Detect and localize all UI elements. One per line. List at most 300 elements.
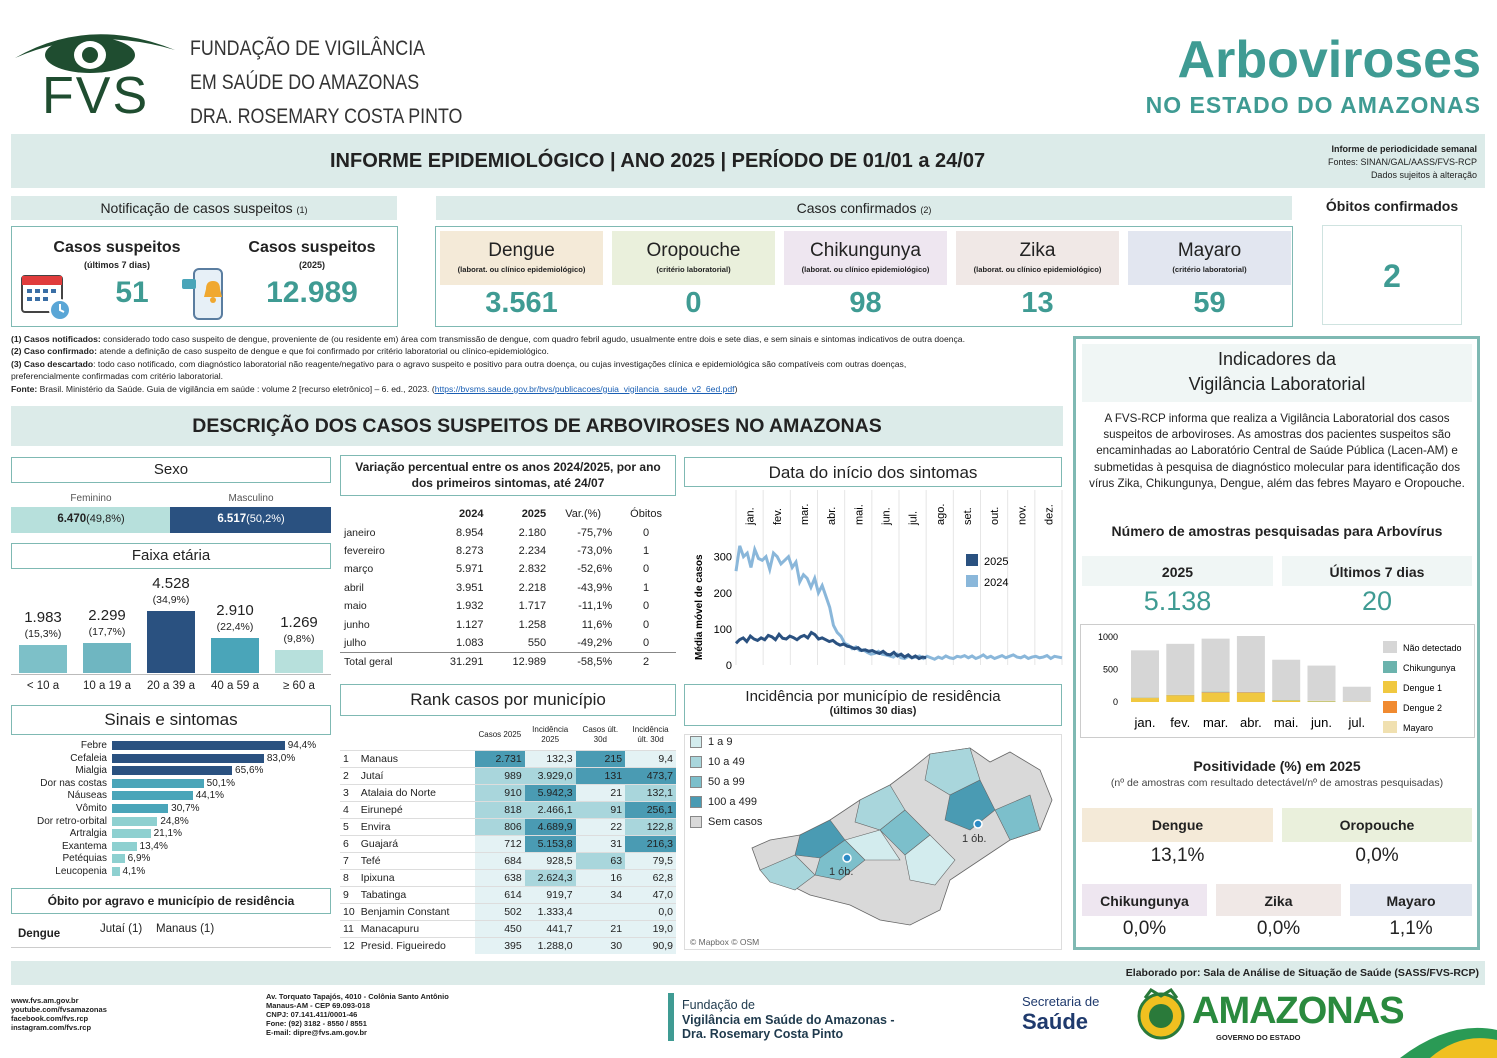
lab-legend-swatch-4 <box>1383 721 1397 733</box>
conf-name-1: Oropouche <box>646 240 741 261</box>
amostras-title: Número de amostras pesquisadas para Arbovírus <box>1111 523 1443 539</box>
rank-row <box>340 852 676 869</box>
sinal-bar-4 <box>112 791 193 800</box>
note4: Brasil. Ministério da Saúde. Guia de vigilância em saúde : volume 2 [recurso eletrônico] – 6. ed., 2023. ( <box>37 383 435 394</box>
variacao-cell: -43,9% <box>577 581 613 594</box>
sy-value: 12.989 <box>266 276 358 309</box>
series-line-2025 <box>736 633 926 659</box>
note1: considerado todo caso suspeito de dengue, proveniente de (ou residente em) área com transmissão de dengue, com quadro febril agudo, usualmente entre dois e sete dias, e sem sinais e sintomas indicativos de outra doença. <box>100 334 965 344</box>
map-marker-manaus[interactable] <box>974 820 982 828</box>
rank-cell: 2.624,3 <box>525 869 576 886</box>
conf-name-2: Chikungunya <box>810 240 921 261</box>
faixa-pct-1: (17,7%) <box>88 626 126 638</box>
month-label-5: jun. <box>880 507 893 525</box>
conf-value-0: 3.561 <box>485 287 558 319</box>
pos-name-0: Dengue <box>1151 817 1204 833</box>
fem-value: 6.470 <box>57 513 87 525</box>
variacao-cell: 550 <box>527 636 547 649</box>
rank-row <box>340 784 676 801</box>
sinal-bar-8 <box>112 842 137 851</box>
confirmados-header <box>436 196 1292 220</box>
rank-cell: 6 <box>343 837 349 850</box>
ytick-2: 100 <box>713 623 732 636</box>
sinais-title: Sinais e sintomas <box>11 705 331 735</box>
lab-bar-não-detectado-1 <box>1166 644 1194 695</box>
lab-bar-dengue-1-3 <box>1237 693 1265 702</box>
variacao-cell: -11,1% <box>578 600 613 613</box>
rank-header: Incidência últ. 30d <box>632 724 669 744</box>
note2: atende a definição de caso suspeito de dengue e que foi confirmado por critério laboratorial ou clínico-epidemiológico. <box>96 346 549 357</box>
variacao-row <box>340 523 676 541</box>
rank-cell: 22 <box>576 818 625 835</box>
source-link[interactable]: https://bvsms.saude.gov.br/bvs/publicacoes/guia_vigilancia_saude_v2_6ed.pdf <box>434 383 735 394</box>
obitos-label: Óbitos confirmados <box>1325 198 1459 214</box>
variacao-cell: 0 <box>643 526 650 539</box>
rank-cell: 2 <box>343 769 349 782</box>
map-marker-jutai[interactable] <box>843 854 851 862</box>
s7-label: Casos suspeitos <box>53 239 181 256</box>
rank-cell: 9,4 <box>625 750 676 767</box>
rank-cell: 11 <box>343 922 354 935</box>
variacao-cell: 2.832 <box>518 563 547 576</box>
rank-cell: 395 <box>475 937 525 954</box>
phone-alert-icon <box>180 267 235 323</box>
pos-value-2: 0,0% <box>1122 918 1167 939</box>
ytick-3: 0 <box>725 660 732 672</box>
lab-text: A FVS-RCP informa que realiza a Vigilância Laboratorial dos casos suspeitos de arboviroses. As amostras dos pacientes suspeitos são encaminhadas ao Laboratório Central de Saúde Pública (Lacen-AM) e submetidas à pesquisa de diagnóstico molecular para identificação dos vírus Zika, Chikungunya, Dengue, além das febres Mayaro e Oropouche. <box>1089 412 1465 490</box>
lab-bar-não-detectado-3 <box>1237 636 1265 692</box>
rank-header: Casos 2025 <box>478 729 522 739</box>
sinal-label-1: Cefaleia <box>70 752 107 764</box>
org-line3: DRA. ROSEMARY COSTA PINTO <box>190 105 463 128</box>
variacao-cell: -49,2% <box>577 636 613 649</box>
rank-row <box>340 835 676 852</box>
sinal-value-8: 13,4% <box>139 840 168 852</box>
faixa-bar-4 <box>275 650 323 673</box>
facebook-link[interactable]: facebook.com/fvs.rcp <box>11 1014 89 1023</box>
masc-value: 6.517 <box>217 513 247 525</box>
rank-cell: Tabatinga <box>360 888 407 901</box>
confirmados-sup: (2) <box>920 205 932 215</box>
variacao-cell: 0 <box>643 563 650 576</box>
variacao-cell: 11,6% <box>581 618 613 631</box>
sinal-label-6: Dor retro-orbital <box>36 815 107 827</box>
variacao-cell: 2 <box>616 652 676 670</box>
lab-legend-4: Mayaro <box>1403 723 1434 733</box>
sinal-value-10: 4,1% <box>122 866 146 877</box>
rank-cell: 919,7 <box>525 886 576 903</box>
lab-bar-não-detectado-2 <box>1202 639 1230 692</box>
obito-mun-1: Jutaí (1) <box>100 923 143 935</box>
variacao-cell: 1.258 <box>518 618 547 631</box>
lab-month-1: fev. <box>1170 715 1191 730</box>
rank-cell: 256,1 <box>625 801 676 818</box>
sinal-label-0: Febre <box>80 740 107 751</box>
note3: : todo caso notificado, com diagnóstico laboratorial não reagente/negativo para o agravo suspeito e positivo para outra doença, ou cujas investigações clínica e epidemiológica são compatíveis com outras doenças, <box>93 358 907 369</box>
sinal-bar-3 <box>112 779 204 788</box>
conf-crit-2: (laborat. ou clínico epidemiológico) <box>801 265 930 274</box>
lab-ytick-2: 0 <box>1112 697 1118 707</box>
rank-cell: 7 <box>343 854 349 867</box>
instagram-link[interactable]: instagram.com/fvs.rcp <box>11 1023 92 1032</box>
suspeitos-header <box>11 196 397 220</box>
lab-bar-dengue-1-4 <box>1272 700 1300 702</box>
legend-swatch <box>690 756 702 768</box>
month-label-7: ago. <box>934 503 947 525</box>
obito-mun-2: Manaus (1) <box>156 923 215 935</box>
rank-cell: 16 <box>576 869 625 886</box>
variacao-cell: -52,6% <box>577 563 613 576</box>
faixa-value-2: 4.528 <box>152 575 190 592</box>
faixa-title: Faixa etária <box>11 543 331 569</box>
legend-swatch <box>690 796 702 808</box>
web-link[interactable]: www.fvs.am.gov.br <box>11 996 79 1005</box>
rank-cell: 712 <box>475 835 525 852</box>
rank-cell: 818 <box>475 801 525 818</box>
legend-swatch <box>690 816 702 828</box>
ytick-1: 200 <box>713 587 732 600</box>
rank-row <box>340 886 676 903</box>
conf-name-4: Mayaro <box>1177 240 1242 261</box>
sinal-label-10: Leucopenia <box>55 866 107 877</box>
rank-cell: 5.942,3 <box>525 784 576 801</box>
rank-cell: Benjamin Constant <box>360 905 450 918</box>
variacao-cell: 2.180 <box>518 526 547 539</box>
rank-cell: 441,7 <box>525 920 576 937</box>
sinal-value-3: 50,1% <box>206 777 236 789</box>
lab-bar-dengue-2-2 <box>1202 692 1230 693</box>
pos-value-0: 13,1% <box>1150 845 1205 866</box>
rank-cell: 2.466,1 <box>525 801 576 818</box>
youtube-link[interactable]: youtube.com/fvsamazonas <box>11 1005 107 1014</box>
sinal-bar-10 <box>112 867 120 876</box>
sy-sub: (2025) <box>298 260 325 270</box>
rank-cell: 79,5 <box>625 852 676 869</box>
sinal-value-4: 44,1% <box>195 790 225 802</box>
sinal-bar-5 <box>112 804 168 813</box>
org-line1: FUNDAÇÃO DE VIGILÂNCIA <box>190 37 426 60</box>
pos-name-4: Mayaro <box>1386 893 1436 909</box>
rank-cell: 91 <box>576 801 625 818</box>
variacao-cell: 5.971 <box>456 563 484 576</box>
legend-label-2: 50 a 99 <box>708 776 745 788</box>
rank-cell: 12 <box>343 939 355 952</box>
faixa-bar-2 <box>147 611 195 673</box>
lab-ytick-0: 1000 <box>1097 632 1118 642</box>
legend-label-0: 1 a 9 <box>708 736 733 748</box>
sinal-value-2: 65,6% <box>235 765 264 777</box>
lab-bar-dengue-2-3 <box>1237 692 1265 693</box>
amostras-chart <box>1080 624 1475 738</box>
sinal-bar-1 <box>112 754 264 763</box>
rank-cell: 5 <box>343 820 349 833</box>
variacao-title: Variação percentual entre os anos 2024/2025, por ano dos primeiros sintomas, até 24/07 <box>340 455 676 496</box>
variacao-cell: 1 <box>643 581 650 594</box>
rank-cell <box>576 903 625 920</box>
rank-cell: 63 <box>576 852 625 869</box>
month-label-11: dez. <box>1043 504 1056 525</box>
lab-month-3: abr. <box>1240 715 1262 730</box>
masc-label: Masculino <box>228 493 274 504</box>
faixa-label-1: 10 a 19 a <box>83 680 131 692</box>
variacao-cell: 1 <box>643 544 650 557</box>
rank-cell: 2.731 <box>475 750 525 767</box>
variacao-row <box>340 597 676 615</box>
variacao-cell: 0 <box>643 618 650 631</box>
addr3: CNPJ: 07.141.411/0001-46 <box>266 1010 358 1019</box>
elaborado: Elaborado por: Sala de Análise de Situação de Saúde (SASS/FVS-RCP) <box>1125 967 1479 979</box>
faixa-label-0: < 10 a <box>26 680 60 692</box>
variacao-cell: abril <box>344 581 364 594</box>
rank-cell: Presid. Figueiredo <box>360 939 446 952</box>
variacao-cell: 8.273 <box>456 544 484 557</box>
sexo-bar <box>11 507 331 533</box>
faixa-value-3: 2.910 <box>216 602 254 619</box>
lab-bar-dengue-1-1 <box>1166 696 1194 703</box>
legend-swatch-2025 <box>966 554 978 566</box>
rank-cell: Manaus <box>360 752 399 765</box>
month-label-8: set. <box>961 507 974 525</box>
s7-value: 51 <box>115 276 149 309</box>
variacao-cell: -73,0% <box>577 544 613 557</box>
legend-label-4: Sem casos <box>708 816 763 828</box>
ytick-0: 300 <box>713 551 732 564</box>
sinal-value-0: 94,4% <box>287 740 317 751</box>
mapa-title: Incidência por município de residência <box>745 688 1001 705</box>
faixa-axis <box>11 674 331 675</box>
variacao-row <box>340 652 676 670</box>
rank-cell: 62,8 <box>625 869 676 886</box>
lab-month-0: jan. <box>1134 715 1156 730</box>
rank-cell: 450 <box>475 920 525 937</box>
calendar-icon <box>20 272 72 322</box>
rank-cell: 131 <box>576 767 625 784</box>
sintomas-chart <box>684 490 1064 675</box>
addr1: Av. Torquato Tapajós, 4010 - Colônia Santo Antônio <box>266 992 449 1001</box>
conf-crit-4: (critério laboratorial) <box>1172 265 1247 274</box>
fvs-logo <box>10 20 180 125</box>
obito-agravo: Dengue <box>18 928 61 940</box>
banner-title: INFORME EPIDEMIOLÓGICO | ANO 2025 | PERÍODO DE 01/01 a 24/07 <box>330 150 986 172</box>
sinal-label-7: Artralgia <box>69 828 107 840</box>
lab-month-6: jul. <box>1348 715 1366 730</box>
variacao-cell: -58,5% <box>550 652 616 670</box>
variacao-cell: 2.218 <box>518 581 547 594</box>
variacao-cell: Total geral <box>340 652 425 670</box>
rank-cell: 216,3 <box>625 835 676 852</box>
month-label-4: mai. <box>853 504 866 525</box>
fvs-short: FVS <box>42 67 150 125</box>
rank-row <box>340 937 676 954</box>
variacao-cell: -75,7% <box>577 526 613 539</box>
a2025-value: 5.138 <box>1143 586 1212 616</box>
variacao-cell: junho <box>344 618 370 631</box>
variacao-cell: fevereiro <box>344 544 385 557</box>
pos-name-1: Oropouche <box>1339 817 1415 833</box>
lab-bar-não-detectado-5 <box>1308 666 1336 701</box>
sexo-title: Sexo <box>11 457 331 483</box>
rank-cell: 1 <box>343 752 349 765</box>
variacao-row <box>340 560 676 578</box>
variacao-cell: julho <box>344 636 367 649</box>
mapa-header <box>684 684 1062 726</box>
sinal-label-3: Dor nas costas <box>40 777 107 789</box>
rank-cell: 684 <box>475 852 525 869</box>
notes <box>11 333 1071 395</box>
lab-legend-3: Dengue 2 <box>1403 703 1443 713</box>
confirmados-section: Casos confirmados <box>796 200 917 216</box>
vh1: 2024 <box>459 508 484 521</box>
addr4: Fone: (92) 3182 - 8550 / 8551 <box>266 1019 367 1028</box>
faixa-pct-2: (34,9%) <box>152 594 190 606</box>
variacao-row <box>340 634 676 652</box>
sinal-value-5: 30,7% <box>171 803 200 814</box>
a7-value: 20 <box>1361 586 1393 616</box>
lab-legend-swatch-2 <box>1383 681 1397 693</box>
rank-cell: 132,3 <box>525 750 576 767</box>
rank-row <box>340 869 676 886</box>
rank-cell: Envira <box>360 820 391 833</box>
rank-cell: 1.333,4 <box>525 903 576 920</box>
variacao-cell: 0 <box>643 600 650 613</box>
rank-cell: 19,0 <box>625 920 676 937</box>
rank-cell: Ipixuna <box>360 871 395 884</box>
lab-legend-swatch-3 <box>1383 701 1397 713</box>
lab-month-2: mar. <box>1202 715 1229 730</box>
rank-cell: 806 <box>475 818 525 835</box>
rank-row <box>340 818 676 835</box>
rank-header: Incidência 2025 <box>532 724 569 744</box>
note2-label: (2) Caso confirmado: <box>11 346 97 357</box>
faixa-pct-3: (22,4%) <box>216 621 254 633</box>
pos-value-4: 1,1% <box>1389 918 1433 939</box>
note1-label: (1) Casos notificados: <box>11 334 101 344</box>
variacao-cell: maio <box>344 600 367 613</box>
banner-note1: Informe de periodicidade semanal <box>1331 144 1477 154</box>
rank-cell: 34 <box>576 886 625 903</box>
variacao-cell: 3.951 <box>456 581 484 594</box>
vh2: 2025 <box>521 508 547 521</box>
rank-cell: Atalaia do Norte <box>360 786 436 799</box>
lab-legend-2: Dengue 1 <box>1403 683 1443 693</box>
sinal-bar-6 <box>112 817 157 826</box>
rank-cell: Jutaí <box>360 769 384 782</box>
map-ob1: 1 ób. <box>829 866 854 878</box>
org-line2: EM SAÚDE DO AMAZONAS <box>190 71 420 94</box>
conf-crit-1: (critério laboratorial) <box>656 265 731 274</box>
faixa-value-1: 2.299 <box>88 607 126 624</box>
vh3: Var.(%) <box>565 508 602 521</box>
gov-footer-1: AMAZONAS <box>1192 990 1404 1032</box>
rank-cell: 9 <box>343 888 349 901</box>
rank-cell: Eirunepé <box>360 803 403 816</box>
lab-bar-dengue-1-2 <box>1202 693 1230 702</box>
note4-end: ) <box>734 383 738 394</box>
variacao-cell: 12.989 <box>488 652 551 670</box>
pos-title: Positividade (%) em 2025 <box>1193 758 1361 774</box>
conf-name-0: Dengue <box>488 240 555 261</box>
month-label-3: abr. <box>826 506 839 525</box>
conf-crit-3: (laborat. ou clínico epidemiológico) <box>973 265 1102 274</box>
sinal-value-9: 6,9% <box>127 853 151 865</box>
suspeitos-box <box>11 226 398 327</box>
rank-cell: Manacapuru <box>360 922 420 935</box>
fvs-footer-1: Fundação de <box>682 998 755 1012</box>
lab-bar-chikungunya-2 <box>1202 692 1230 693</box>
faixa-value-0: 1.983 <box>24 609 62 626</box>
rank-row <box>340 767 676 784</box>
rank-cell: 5.153,8 <box>525 835 576 852</box>
legend-label-3: 100 a 499 <box>708 796 757 808</box>
lab-legend-swatch-0 <box>1383 641 1397 653</box>
obitos-value: 2 <box>1383 258 1401 294</box>
amazonas-map <box>740 740 1060 940</box>
lab-legend-1: Chikungunya <box>1403 663 1456 673</box>
sinal-label-2: Mialgia <box>75 765 107 777</box>
variacao-cell: 0 <box>643 636 650 649</box>
a2025-label: 2025 <box>1161 564 1194 580</box>
sec-footer-1: Secretaria de <box>1022 994 1100 1009</box>
legend-2024: 2024 <box>984 577 1009 589</box>
faixa-bar-3 <box>211 638 259 673</box>
legend-label-1: 10 a 49 <box>708 756 745 768</box>
rank-cell: 910 <box>475 784 525 801</box>
rank-cell: 3.929,0 <box>525 767 576 784</box>
lab-legend-0: Não detectado <box>1403 643 1462 653</box>
page-title: Arboviroses <box>1177 31 1481 89</box>
variacao-cell: 31.291 <box>425 652 488 670</box>
fvs-footer-logo <box>668 993 674 1041</box>
conf-value-1: 0 <box>685 287 702 319</box>
faixa-chart <box>11 573 331 698</box>
month-label-10: nov. <box>1016 505 1029 525</box>
rank-cell: 614 <box>475 886 525 903</box>
variacao-row <box>340 542 676 560</box>
sy-label: Casos suspeitos <box>248 239 376 256</box>
rank-cell: 47,0 <box>625 886 676 903</box>
variacao-cell: 2.234 <box>518 544 547 557</box>
brasao-icon <box>1135 988 1187 1046</box>
rank-cell: Tefé <box>360 854 381 867</box>
variacao-cell: março <box>344 563 374 576</box>
sinal-bar-7 <box>112 829 151 838</box>
rank-cell: 90,9 <box>625 937 676 954</box>
month-label-1: fev. <box>771 508 784 525</box>
sinal-value-7: 21,1% <box>153 828 182 840</box>
rank-cell: 31 <box>576 835 625 852</box>
lab-legend-swatch-1 <box>1383 661 1397 673</box>
lab-title2: Vigilância Laboratorial <box>1188 374 1366 394</box>
suspeitos-sup: (1) <box>296 205 308 215</box>
email-link[interactable]: E-mail: dipre@fvs.am.gov.br <box>266 1028 367 1037</box>
note3-label: (3) Caso descartado <box>11 358 94 369</box>
rank-cell: 502 <box>475 903 525 920</box>
lab-month-4: mai. <box>1273 715 1299 730</box>
y-axis-label: Média móvel de casos <box>694 554 705 660</box>
legend-2025: 2025 <box>984 556 1009 568</box>
footer-swoosh <box>1400 1020 1497 1058</box>
faixa-label-3: 40 a 59 a <box>211 680 259 692</box>
sintomas-title: Data do início dos sintomas <box>684 457 1062 487</box>
banner-note3: Dados sujeitos à alteração <box>1370 170 1477 180</box>
lab-ytick-1: 500 <box>1102 664 1118 675</box>
lab-bar-não-detectado-6 <box>1343 687 1371 702</box>
gov-footer-2: GOVERNO DO ESTADO <box>1216 1033 1301 1042</box>
lab-title1: Indicadores da <box>1217 349 1337 369</box>
faixa-label-4: ≥ 60 a <box>283 680 315 692</box>
sec-footer-2: Saúde <box>1022 1009 1089 1034</box>
faixa-bar-1 <box>83 643 131 673</box>
